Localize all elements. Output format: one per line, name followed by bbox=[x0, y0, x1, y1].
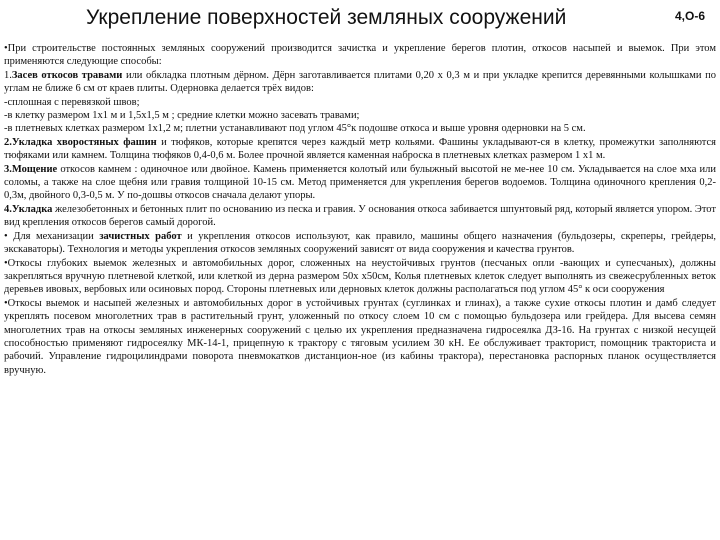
method-3-text: откосов камнем : одиночное или двойное. Камень применяется колотый или булыжный высотой не ме-нее 10 см. Укладывается на слое мха или соломы, а также на слое щебня или гравия толщиной 10-15 см. Метод применяется для укрепления берегов водоемов. Толщина одиночного крепления 0,2-0,3м, двойного 0,3-0,5 м. У по-дошвы откосов сначала делают упоры. bbox=[4, 163, 716, 202]
method-2-text: и тюфяков, которые крепятся через каждый метр кольями. Фашины укладывают-ся в клетку, промежутки заполняются тюфяками или камнем. Толщина тюфяков 0,4-0,6 м. Более прочной является каменная наброска в плетневых клетках размером 1 х1 м. bbox=[4, 136, 716, 162]
method-1-text: или обкладка плотным дёрном. Дёрн заготавливается плитами 0,20 х 0,3 м и при укладке крепится деревянными колышками по углам не ближе 6 см от краев плиты. Одерновка делается трёх видов: bbox=[4, 69, 716, 95]
mechanization-prefix: • Для механизации bbox=[4, 230, 100, 242]
method-1-item-b: -в клетку размером 1х1 м и 1,5х1,5 м ; средние клетки можно засевать травами; bbox=[4, 110, 360, 122]
method-2-heading: 2.Укладка хворостяных фашин bbox=[4, 136, 157, 148]
method-1-paragraph bbox=[4, 69, 716, 96]
mechanization-text: и укрепления откосов используют, как правило, машины общего назначения (бульдозеры, скреперы, грейдеры, экскаваторы). Технология и методы укрепления откосов земляных сооружений зависят от вида сооружения и качества грунтов. bbox=[4, 230, 717, 256]
method-2-paragraph bbox=[4, 136, 716, 163]
method-1-heading: Засев откосов травами bbox=[11, 69, 123, 81]
mechanization-paragraph bbox=[4, 230, 716, 257]
mechanization-heading: зачистных работ bbox=[99, 230, 182, 242]
stable-soils-paragraph: •Откосы выемок и насыпей железных и автомобильных дорог в устойчивых грунтах (суглинках и глинах), а также сухие откосы плотин и дамб следует укреплять посевом многолетних трав в растительный грунт, уложенный по откосу слоем 10 см с помощью бульдозера или грейдера. Для высева семян многолетних трав на откосы земляных инженерных сооружений с целью их укрепления предназначена гидросеялка ДЗ-16. На грунтах с низкой несущей способностью применяют гидросеялку МК-14-1, прицепную к трактору с тяговым усилием 30 кН. Ее обслуживает тракторист, помощник тракториста и рабочий. Управление гидроцилиндрами поворота пневмокатков дистанцион-ное (из кабины трактора), перестановка распорных планок осуществляется вручную. bbox=[4, 297, 716, 376]
method-1-item-c: -в плетневых клетках размером 1х1,2 м; плетни устанавливают под углом 45°к подошве откоса и выше уровня одерновки на 5 см. bbox=[4, 123, 586, 135]
method-1-number: 1. bbox=[4, 69, 12, 81]
intro-paragraph: •При строительстве постоянных земляных сооружений производится зачистка и укрепление берегов плотин, откосов насыпей и выемок. При этом применяются следующие способы: bbox=[4, 43, 716, 68]
method-4-text: железобетонных и бетонных плит по основанию из песка и гравия. У основания откоса забивается шпунтовый ряд, который является упором. Этот вид крепления откосов берегов самый дорогой. bbox=[4, 203, 716, 229]
page-title: Укрепление поверхностей земляных сооружений bbox=[86, 6, 567, 29]
method-4-heading: 4.Укладка bbox=[4, 203, 53, 215]
method-4-paragraph bbox=[4, 203, 716, 230]
deep-cuts-paragraph: •Откосы глубоких выемок железных и автомобильных дорог, сложенных на неустойчивых грунтов (песчаных опли -вающих и супесчаных), должны закрепляться вручную плетневой клеткой, или клеткой из дерна размером 50х х50см, Колья плетневых клеток следует выполнять из свежесрубленных веток деревьев ивовых, вербовых или осиновых пород. Стороны плетневых или дерновых клеток должны располагаться под углом 45° к оси сооружения bbox=[4, 257, 716, 296]
method-3-paragraph bbox=[4, 163, 716, 203]
document-body bbox=[4, 42, 716, 377]
method-1-item-a: -сплошная с перевязкой швов; bbox=[4, 96, 140, 108]
slide-number: 4,О-6 bbox=[675, 9, 706, 23]
method-3-heading: 3.Мощение bbox=[4, 163, 58, 175]
